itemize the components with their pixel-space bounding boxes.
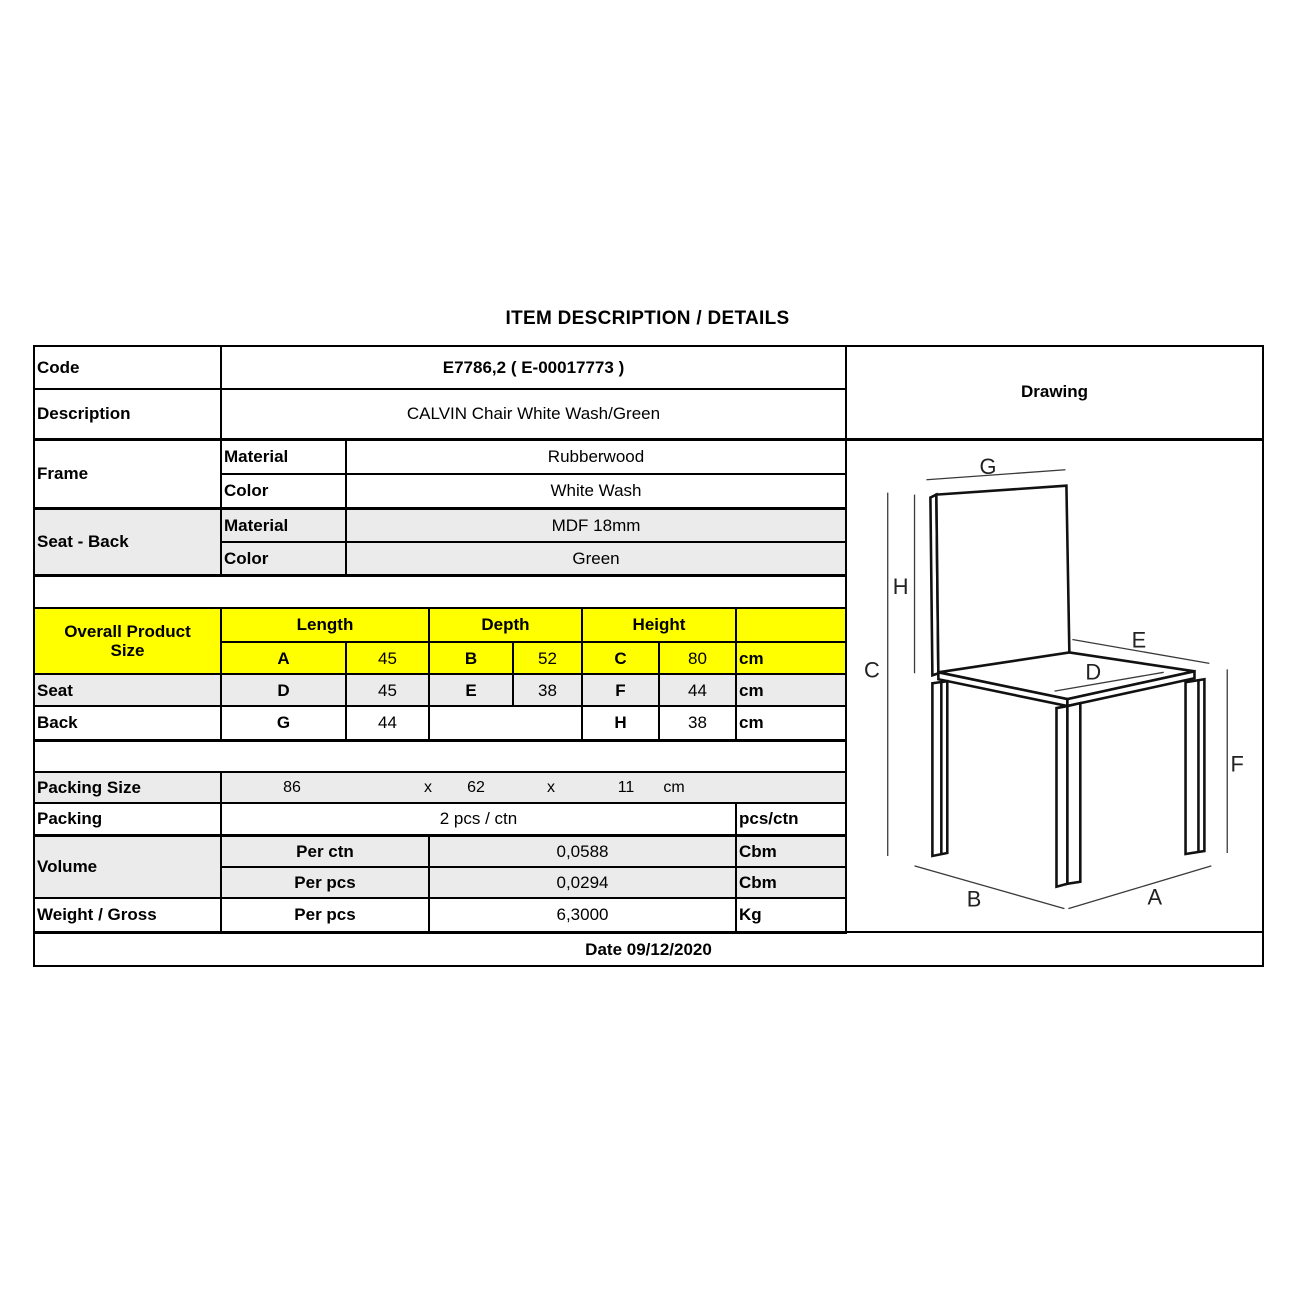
overall-size-line1: Overall Product [64, 621, 191, 641]
dim-label-b: B [966, 886, 982, 912]
seatback-material-label: Material [221, 508, 346, 542]
dim-label-c: C [863, 656, 880, 682]
seat-h-key: F [582, 674, 659, 706]
overall-l-val: 45 [346, 642, 429, 674]
date-value: Date 09/12/2020 [34, 932, 1263, 966]
seatback-label: Seat - Back [34, 508, 221, 575]
frame-color-label: Color [221, 474, 346, 508]
code-label: Code [34, 346, 221, 389]
weight-value: 6,3000 [429, 898, 736, 932]
packing-size-values [221, 772, 846, 803]
packing-size-v3: 11 [617, 778, 635, 796]
drawing-cell [846, 439, 1263, 932]
dim-label-d: D [1085, 658, 1102, 684]
chair-leg-front-left-face [1056, 706, 1067, 887]
seatback-color-label: Color [221, 542, 346, 575]
overall-unit: cm [736, 642, 846, 674]
overall-size-line2: Size [110, 641, 145, 661]
header-unit-empty [736, 608, 846, 642]
dim-label-g: G [979, 453, 997, 479]
dim-line-b [915, 865, 1065, 908]
spacer-cell [34, 740, 846, 772]
dim-label-h: H [892, 573, 909, 599]
seat-l-val: 45 [346, 674, 429, 706]
packing-value: 2 pcs / ctn [221, 803, 736, 835]
row-date [34, 932, 1263, 966]
back-l-val: 44 [346, 706, 429, 740]
packing-size-x2: x [547, 778, 555, 796]
item-spec-table [33, 345, 1264, 967]
back-unit: cm [736, 706, 846, 740]
volume-pcs-per: Per pcs [221, 867, 429, 898]
overall-h-val: 80 [659, 642, 736, 674]
dim-label-e: E [1131, 626, 1147, 652]
packing-size-unit: cm [663, 778, 685, 796]
overall-d-val: 52 [513, 642, 582, 674]
overall-size-label [34, 608, 221, 674]
page-title: ITEM DESCRIPTION / DETAILS [505, 308, 790, 329]
back-label: Back [34, 706, 221, 740]
seat-l-key: D [221, 674, 346, 706]
chair-leg-right [1186, 679, 1205, 854]
volume-ctn-value: 0,0588 [429, 835, 736, 867]
description-label: Description [34, 389, 221, 439]
chair-drawing [849, 441, 1260, 927]
volume-ctn-unit: Cbm [736, 835, 846, 867]
volume-pcs-unit: Cbm [736, 867, 846, 898]
row-code [34, 346, 1263, 389]
frame-material-value: Rubberwood [346, 439, 846, 474]
weight-per: Per pcs [221, 898, 429, 932]
seat-d-key: E [429, 674, 513, 706]
seatback-color-value: Green [346, 542, 846, 575]
back-l-key: G [221, 706, 346, 740]
back-h-key: H [582, 706, 659, 740]
frame-material-label: Material [221, 439, 346, 474]
chair-back-panel [936, 485, 1069, 673]
packing-size-x1: x [424, 778, 432, 796]
volume-ctn-per: Per ctn [221, 835, 429, 867]
overall-l-key: A [221, 642, 346, 674]
seat-unit: cm [736, 674, 846, 706]
back-depth-empty [429, 706, 582, 740]
volume-label: Volume [34, 835, 221, 898]
dim-label-a: A [1147, 884, 1163, 910]
weight-label: Weight / Gross [34, 898, 221, 932]
packing-label: Packing [34, 803, 221, 835]
overall-d-key: B [429, 642, 513, 674]
chair-leg-left [932, 681, 947, 856]
seat-label: Seat [34, 674, 221, 706]
header-length: Length [221, 608, 429, 642]
frame-color-value: White Wash [346, 474, 846, 508]
overall-h-key: C [582, 642, 659, 674]
volume-pcs-value: 0,0294 [429, 867, 736, 898]
seat-d-val: 38 [513, 674, 582, 706]
dim-label-f: F [1230, 751, 1244, 777]
packing-unit: pcs/ctn [736, 803, 846, 835]
packing-size-v1: 86 [283, 778, 301, 796]
code-value: E7786,2 ( E-00017773 ) [221, 346, 846, 389]
spacer-cell [34, 575, 846, 608]
packing-size-label: Packing Size [34, 772, 221, 803]
header-depth: Depth [429, 608, 582, 642]
row-frame-material [34, 439, 1263, 474]
drawing-header: Drawing [846, 346, 1263, 439]
chair-leg-front-right-face [1067, 703, 1080, 884]
description-value: CALVIN Chair White Wash/Green [221, 389, 846, 439]
packing-size-v2: 62 [467, 778, 485, 796]
header-height: Height [582, 608, 736, 642]
weight-unit: Kg [736, 898, 846, 932]
back-h-val: 38 [659, 706, 736, 740]
seatback-material-value: MDF 18mm [346, 508, 846, 542]
seat-h-val: 44 [659, 674, 736, 706]
frame-label: Frame [34, 439, 221, 508]
dim-line-a [1068, 865, 1211, 908]
